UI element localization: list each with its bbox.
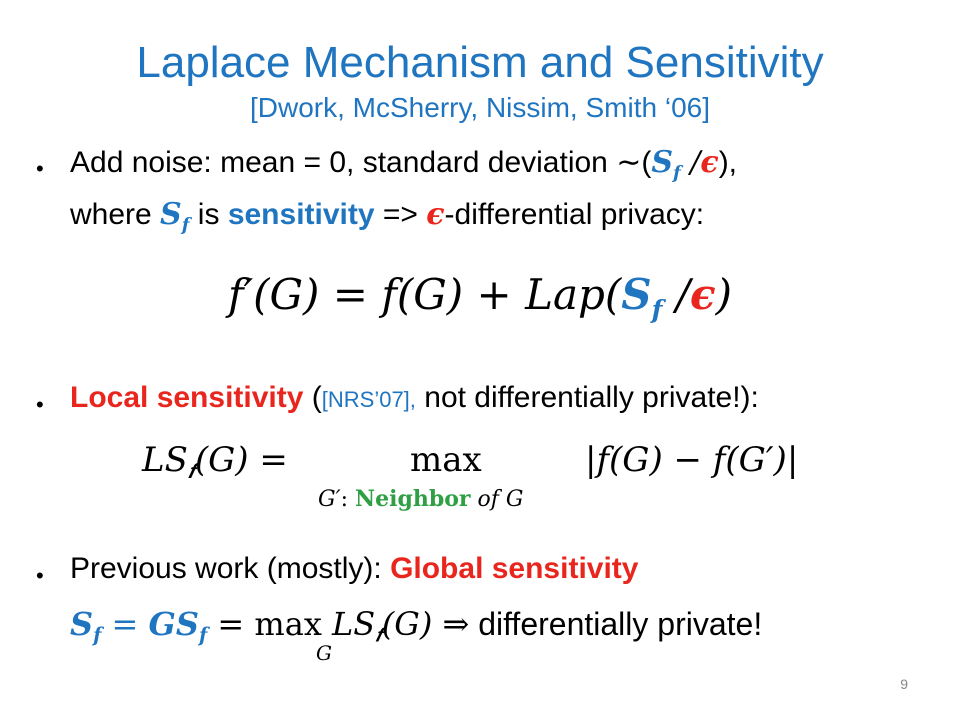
- gs-eq: =: [101, 605, 149, 643]
- sensitivity-symbol-2: 𝑺$_𝒇$: [160, 197, 190, 236]
- gs-max-subscript: 𝐺: [316, 641, 332, 665]
- sensitivity-symbol: 𝑺$_𝒇$: [651, 145, 681, 184]
- bullet-2: [70, 381, 759, 415]
- local-sensitivity-term: Local sensitivity: [70, 381, 304, 414]
- nrs-reference: [NRS’07],: [321, 387, 416, 412]
- implies-arrow: =>: [374, 198, 427, 231]
- bullet-1-text: Add noise: mean = 0, standard deviation ∼(: [70, 146, 652, 179]
- epsilon-symbol: 𝝐: [700, 145, 719, 180]
- epsilon-symbol-2: 𝝐: [426, 197, 445, 232]
- gs-sf: 𝑺$_𝒇$: [70, 605, 102, 647]
- ls-lhs: 𝐿𝑆$_𝒇$(𝐺) =: [142, 440, 288, 484]
- gs-symbol: 𝑮𝑺$_𝒇$: [148, 605, 208, 647]
- bullet-1-line-2: [70, 197, 704, 235]
- bullet-dot-2: •: [36, 392, 44, 417]
- previous-work-text: Previous work (mostly):: [70, 552, 391, 585]
- eq1-slash: /: [662, 270, 690, 319]
- page-number: 9: [900, 676, 908, 692]
- ls-rhs: |𝑓(𝐺) − 𝑓(𝐺′)|: [585, 440, 799, 480]
- where-text: where: [70, 198, 161, 231]
- bullet-2-rest: not differentially private!):: [415, 381, 759, 414]
- slash: /: [680, 145, 701, 180]
- bullet-1-line-1: [70, 145, 737, 183]
- close-paren: ),: [718, 146, 738, 179]
- sensitivity-term: sensitivity: [227, 198, 375, 231]
- eq1-epsilon: 𝝐: [690, 270, 716, 319]
- max-subscript: 𝐺′: Neighbor 𝑜𝑓 𝐺: [318, 486, 524, 512]
- bullet-3-line-2: [70, 605, 762, 647]
- is-text: is: [189, 198, 228, 231]
- laplace-equation: [0, 270, 960, 324]
- gs-ls: 𝐿𝑆$_𝒇$(𝐺) ⇒: [321, 605, 470, 647]
- slide-title: Laplace Mechanism and Sensitivity: [136, 38, 824, 87]
- paren-open: (: [303, 381, 322, 414]
- dp-text: -differential privacy:: [444, 198, 705, 231]
- bullet-dot-3: •: [36, 563, 44, 588]
- gs-max: max: [254, 605, 322, 643]
- dp-conclusion: differentially private!: [469, 606, 763, 642]
- eq1-close: ): [715, 270, 732, 319]
- gs-eq2: =: [207, 605, 255, 643]
- bullet-dot-1: •: [36, 156, 44, 181]
- eq1-lhs: 𝑓′(𝐺) = 𝑓(𝐺) + 𝐿𝑎𝑝(: [228, 270, 622, 319]
- slide-subtitle: [Dwork, McSherry, Nissim, Smith ‘06]: [250, 92, 710, 123]
- max-operator: max: [410, 440, 482, 480]
- eq1-sensitivity: 𝑺$_𝒇$: [621, 270, 663, 324]
- neighbor-term: Neighbor: [354, 486, 471, 512]
- bullet-3-line-1: [70, 552, 638, 586]
- global-sensitivity-term: Global sensitivity: [390, 552, 639, 585]
